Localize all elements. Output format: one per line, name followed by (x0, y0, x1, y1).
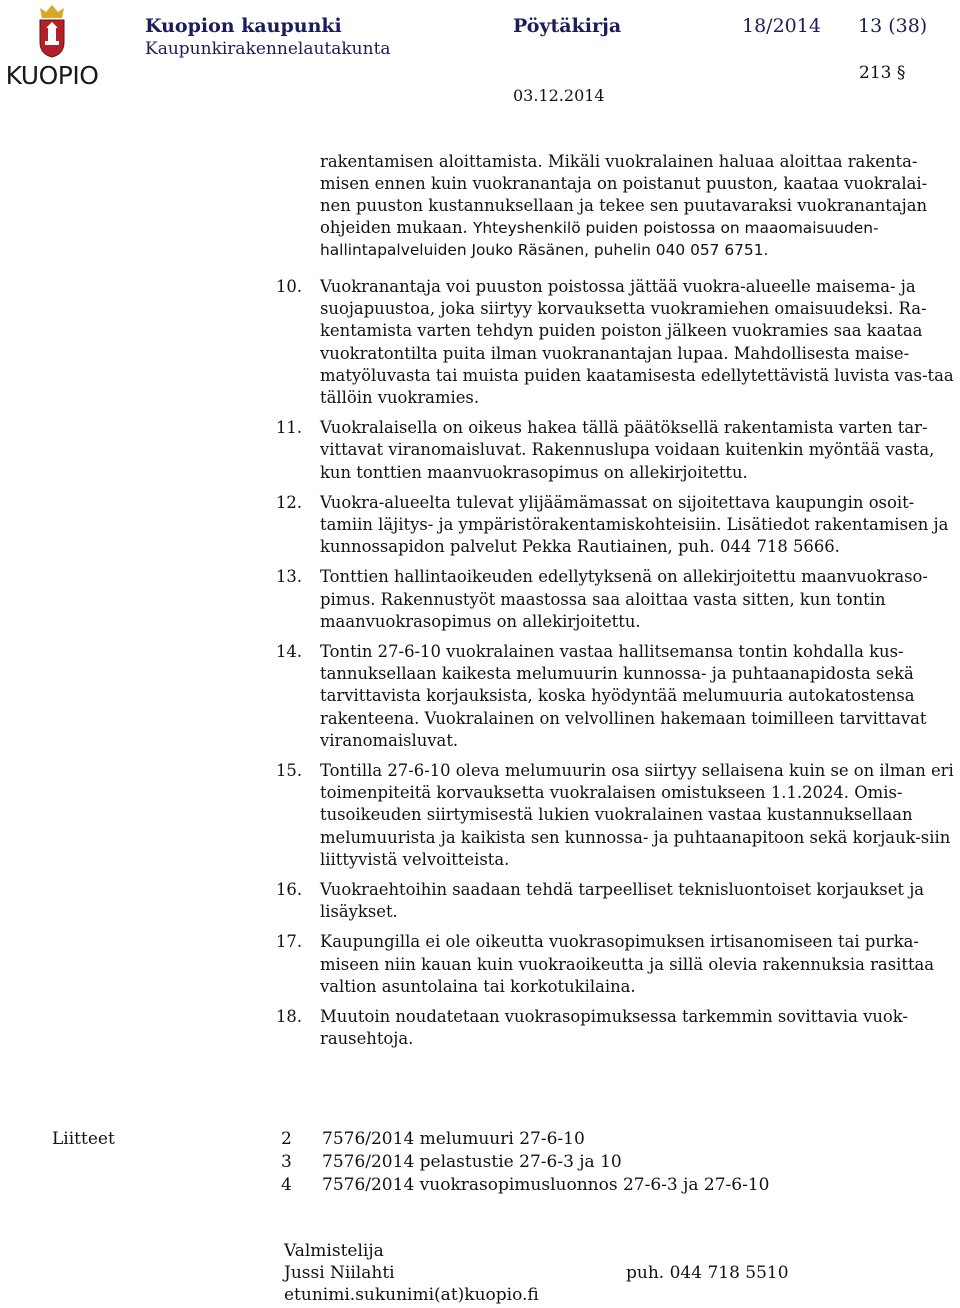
coat-of-arms-icon (34, 4, 70, 58)
item-number: 16. (276, 880, 303, 900)
intro-paragraph (320, 151, 956, 261)
list-item (276, 1006, 960, 1050)
preparer-name: Jussi Niilahti (284, 1263, 395, 1283)
item-text: Kaupungilla ei ole oikeutta vuokrasopimuksen irtisanomiseen tai purka-miseen niin kauan kuin vuokraoikeutta ja sillä olevia rakennuksia rasittaa valtion asuntolaina tai korkotukilaina. (320, 932, 935, 996)
attachment-link[interactable]: 7576/2014 pelastustie 27-6-3 ja 10 (322, 1152, 622, 1172)
section-number: 213 § (859, 63, 906, 83)
attachment-link[interactable]: 7576/2014 vuokrasopimusluonnos 27-6-3 ja 27-6-10 (322, 1175, 770, 1195)
preparer-email[interactable]: etunimi.sukunimi(at)kuopio.fi (284, 1285, 539, 1305)
list-item (276, 641, 960, 752)
attachment-link[interactable]: 7576/2014 melumuuri 27-6-10 (322, 1129, 585, 1149)
item-text: Tontilla 27-6-10 oleva melumuurin osa siirtyy sellaisena kuin se on ilman eri toimenpiteitä korvauksetta vuokralaisen omistukseen 1.1.2024. Omis-tusoikeuden siirtymisestä lukien vuokralainen vastaa kustannuksellaan melumuurista ja kaikista sen kunnossa- ja puhtaanapitoon sekä korjauk-siin liittyvistä velvoitteista. (320, 761, 954, 869)
list-item (276, 276, 960, 409)
attachments-label: Liitteet (52, 1129, 115, 1149)
item-text: Tontin 27-6-10 vuokralainen vastaa hallitsemansa tontin kohdalla kus-tannuksellaan kaikesta melumuurin kunnossa- ja puhtaanapidosta sekä tarvittavista korjauksista, koska hyödyntää melumuuria autokatostensa rakenteena. Vuokralainen on velvollinen hakemaan toimilleen tarvittavat viranomaisluvat. (320, 642, 927, 750)
intro-text: rakentamisen aloittamista. Mikäli vuokralainen haluaa aloittaa rakenta-misen ennen kuin vuokranantaja on poistanut puuston, kaataa vuokralai-nen puuston kustannuksellaan ja tekee sen puutavaraksi vuokranantajan ohjeiden mukaan. (320, 152, 928, 237)
list-item (276, 566, 960, 633)
org-name: Kuopion kaupunki (145, 15, 342, 37)
page-number: 13 (38) (858, 15, 928, 37)
preparer-phone: puh. 044 718 5510 (626, 1263, 789, 1283)
list-item (276, 879, 960, 923)
item-number: 18. (276, 1007, 303, 1027)
item-number: 15. (276, 761, 303, 781)
kuopio-logo (4, 4, 100, 96)
item-number: 13. (276, 567, 303, 587)
item-text: Tonttien hallintaoikeuden edellytyksenä on allekirjoitettu maanvuokraso-pimus. Rakennustyöt maastossa saa aloittaa vasta sitten, kun tontin maanvuokrasopimus on allekirjoitettu. (320, 567, 928, 631)
item-text: Vuokralaisella on oikeus hakea tällä päätöksellä rakentamista varten tar-vittavat viranomaisluvat. Rakennuslupa voidaan kuitenkin myöntää vasta, kun tonttien maanvuokrasopimus on allekirjoitettu. (320, 418, 935, 482)
attachment-number: 2 (281, 1129, 292, 1149)
logo-wordmark: KUOPIO (5, 61, 99, 90)
doc-number: 18/2014 (742, 15, 821, 37)
item-number: 10. (276, 277, 303, 296)
item-text: Vuokraehtoihin saadaan tehdä tarpeelliset teknisluontoiset korjaukset ja lisäykset. (320, 880, 925, 922)
list-item (276, 760, 960, 871)
intro-contact: Yhteyshenkilö puiden poistossa on maaomaisuuden-hallintapalveluiden Jouko Räsänen, puhelin 040 057 6751. (320, 219, 879, 259)
unit-name: Kaupunkirakennelautakunta (145, 39, 391, 59)
meeting-date: 03.12.2014 (513, 86, 605, 105)
item-text: Muutoin noudatetaan vuokrasopimuksessa tarkemmin sovittavia vuok-rausehtoja. (320, 1007, 908, 1049)
conditions-list (276, 276, 960, 1051)
item-text: Vuokra-alueelta tulevat ylijäämämassat on sijoitettava kaupungin osoit-tamiin läjitys- ja ympäristörakentamiskohteisiin. Lisätiedot rakentamisen ja kunnossapidon palvelut Pekka Rautiainen, puh. 044 718 5666. (320, 492, 949, 557)
attachment-number: 3 (281, 1152, 292, 1172)
item-number: 11. (276, 418, 303, 438)
item-number: 14. (276, 642, 303, 662)
list-item (276, 492, 960, 559)
item-text: Vuokranantaja voi puuston poistossa jättää vuokra-alueelle maisema- ja suojapuustoa, joka siirtyy korvauksetta vuokramiehen omaisuudeksi. Ra-kentamista varten tehdyn puiden poiston jälkeen vuokramies saa kaataa vuokratontilta puita ilman vuokranantajan lupaa. Mahdollisesta maise-matyöluvasta tai muista puiden kaatamisesta edellytettävistä luvista vas-taa tällöin vuokramies. (320, 277, 954, 408)
list-item (276, 931, 960, 998)
list-item (276, 417, 960, 484)
item-number: 17. (276, 932, 303, 952)
doc-type: Pöytäkirja (513, 15, 622, 37)
preparer-label: Valmistelija (284, 1241, 384, 1261)
item-number: 12. (276, 492, 303, 512)
attachment-number: 4 (281, 1175, 292, 1195)
